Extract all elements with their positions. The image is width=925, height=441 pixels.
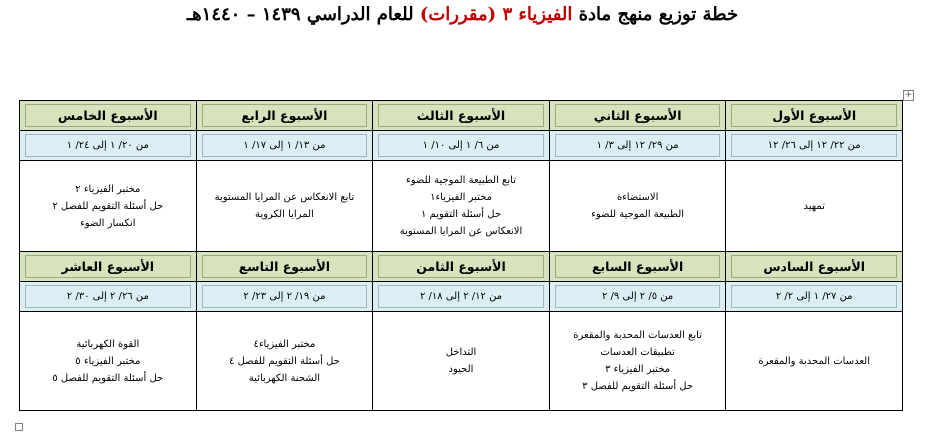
content-line: مختبر الفيزياء٤ xyxy=(253,338,316,350)
week-header-cell: الأسبوع الرابع xyxy=(196,101,373,131)
content-line: حل أسئلة التقويم للفصل ٤ xyxy=(228,355,340,367)
week-content-cell xyxy=(373,312,550,411)
content-line: العدسات المحدبة والمقعرة xyxy=(758,355,871,367)
content-line: مختبر الفيزياء ٣ xyxy=(605,364,671,375)
week-content-cell xyxy=(726,312,903,411)
week-date-cell: من ١٩/ ٢ إلى ٢٣/ ٢ xyxy=(196,282,373,312)
week-header-cell: الأسبوع الثامن xyxy=(373,252,550,282)
content-line: حل أسئلة التقويم للفصل ٥ xyxy=(52,372,164,384)
week-content-cell xyxy=(196,161,373,252)
content-line: انكسار الضوء xyxy=(80,217,136,229)
week-date-cell: من ٢٦/ ٢ إلى ٣٠/ ٢ xyxy=(20,282,197,312)
content-line: الشحنة الكهربائية xyxy=(248,372,321,384)
week-header-cell: الأسبوع التاسع xyxy=(196,252,373,282)
content-line: الانعكاس عن المرايا المستوية xyxy=(399,226,523,237)
content-line: الحيود xyxy=(448,364,474,375)
week-header-cell: الأسبوع السادس xyxy=(726,252,903,282)
content-line: الاستضاءة xyxy=(616,192,659,203)
week-content-cell xyxy=(20,161,197,252)
content-line: حل أسئلة التقويم ١ xyxy=(421,209,502,220)
table-move-handle-icon[interactable]: + xyxy=(904,90,913,100)
week-date-row xyxy=(20,282,903,312)
week-date-cell: من ٢٢/ ١٢ إلى ٢٦/ ١٢ xyxy=(726,131,903,161)
week-content-cell xyxy=(20,312,197,411)
week-date-cell: من ٦/ ١ إلى ١٠/ ١ xyxy=(373,131,550,161)
week-header-cell: الأسبوع العاشر xyxy=(20,252,197,282)
content-line: القوة الكهربائية xyxy=(76,338,140,350)
week-header-row xyxy=(20,252,903,282)
schedule-table xyxy=(19,100,903,411)
week-date-cell: من ٢٠/ ١ إلى ٢٤/ ١ xyxy=(20,131,197,161)
content-line: تابع الانعكاس عن المرايا المستوية xyxy=(214,192,355,203)
week-date-cell: من ١٢/ ٢ إلى ١٨/ ٢ xyxy=(373,282,550,312)
week-content-row xyxy=(20,161,903,252)
table-resize-handle-icon[interactable] xyxy=(15,423,23,431)
content-line: تطبيقات العدسات xyxy=(600,347,675,358)
content-line: تمهيد xyxy=(803,200,825,212)
week-header-row xyxy=(20,101,903,131)
content-line: مختبر الفيزياء ٢ xyxy=(75,183,141,195)
week-header-cell: الأسبوع السابع xyxy=(549,252,726,282)
content-line: تابع العدسات المحدبة والمقعرة xyxy=(573,330,702,341)
content-line: مختبر الفيزياء١ xyxy=(430,192,492,203)
title-subject: الفيزياء ٣ (مقررات) xyxy=(419,4,573,25)
week-header-cell: الأسبوع الأول xyxy=(726,101,903,131)
week-content-row xyxy=(20,312,903,411)
content-line: حل أسئلة التقويم للفصل ٣ xyxy=(582,381,694,392)
week-header-cell: الأسبوع الثالث xyxy=(373,101,550,131)
week-content-cell xyxy=(726,161,903,252)
content-line: التداخل xyxy=(445,347,477,358)
week-header-cell: الأسبوع الثاني xyxy=(549,101,726,131)
title-part-1: خطة توزيع منهج مادة xyxy=(578,4,739,25)
page-title xyxy=(0,4,925,26)
week-date-cell: من ٢٧/ ١ إلى ٢/ ٢ xyxy=(726,282,903,312)
week-date-cell: من ٢٩/ ١٢ إلى ٣/ ١ xyxy=(549,131,726,161)
content-line: المرايا الكروية xyxy=(255,209,314,220)
content-line: تابع الطبيعة الموجية للضوء xyxy=(406,175,516,186)
week-content-cell xyxy=(196,312,373,411)
content-line: مختبر الفيزياء ٥ xyxy=(75,355,141,367)
week-date-row xyxy=(20,131,903,161)
title-part-2: للعام الدراسي ١٤٣٩ – ١٤٤٠هـ xyxy=(186,4,414,25)
content-line: الطبيعة الموجية للضوء xyxy=(591,209,685,220)
week-content-cell xyxy=(373,161,550,252)
content-line: حل أسئلة التقويم للفصل ٢ xyxy=(52,200,164,212)
week-content-cell xyxy=(549,161,726,252)
week-date-cell: من ٥/ ٢ إلى ٩/ ٢ xyxy=(549,282,726,312)
week-header-cell: الأسبوع الخامس xyxy=(20,101,197,131)
week-content-cell xyxy=(549,312,726,411)
week-date-cell: من ١٣/ ١ إلى ١٧/ ١ xyxy=(196,131,373,161)
